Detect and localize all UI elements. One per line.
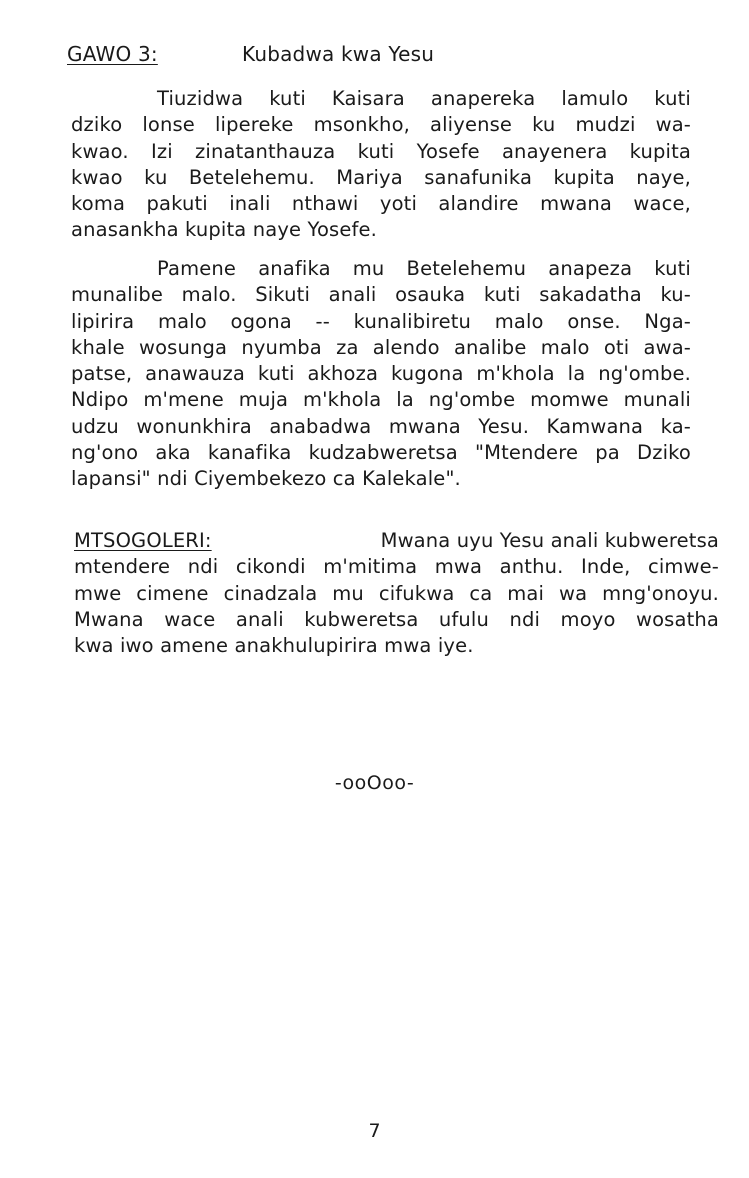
- section-title: Kubadwa kwa Yesu: [242, 42, 435, 66]
- paragraph-line: patse, anawauza kuti akhoza kugona m'khola la ng'ombe.: [71, 362, 691, 386]
- paragraph-line: Ndipo m'mene muja m'khola la ng'ombe momwe munali: [71, 388, 691, 412]
- paragraph-line: anasankha kupita naye Yosefe.: [71, 218, 378, 242]
- section-heading: [67, 42, 435, 66]
- leader-note: [74, 528, 719, 659]
- paragraph-line: lipirira malo ogona -- kunalibiretu malo onse. Nga-: [71, 309, 691, 333]
- leader-label: MTSOGOLERI:: [74, 529, 212, 552]
- section-number-label: GAWO 3:: [67, 42, 158, 66]
- leader-note-line: mtendere ndi cikondi m'mitima mwa anthu. Inde, cimwe-: [74, 555, 719, 579]
- page-number: 7: [368, 1120, 381, 1142]
- paragraph-line: koma pakuti inali nthawi yoti alandire mwana wace,: [71, 192, 691, 216]
- paragraph-line: Pamene anafika mu Betelehemu anapeza kuti: [157, 257, 691, 280]
- paragraph-line: kwao. Izi zinatanthauza kuti Yosefe anayenera kupita: [71, 139, 691, 163]
- paragraph-line: dziko lonse lipereke msonkho, aliyense ku mudzi wa-: [71, 113, 691, 137]
- paragraph-line: khale wosunga nyumba za alendo analibe malo oti awa-: [71, 335, 691, 359]
- leader-note-line: Mwana wace anali kubweretsa ufulu ndi moyo wosatha: [74, 607, 719, 631]
- leader-note-line: Mwana uyu Yesu anali kubweretsa: [380, 529, 719, 552]
- section-separator: -ooOoo-: [334, 772, 415, 794]
- paragraph-line: ng'ono aka kanafika kudzabweretsa "Mtendere pa Dziko: [71, 441, 691, 465]
- paragraph-bethlehem: [71, 256, 691, 493]
- paragraph-line: kwao ku Betelehemu. Mariya sanafunika kupita naye,: [71, 165, 691, 189]
- paragraph-line: Tiuzidwa kuti Kaisara anapereka lamulo kuti: [157, 87, 691, 110]
- paragraph-census: [71, 86, 691, 244]
- paragraph-line: udzu wonunkhira anabadwa mwana Yesu. Kamwana ka-: [71, 414, 691, 438]
- paragraph-line: munalibe malo. Sikuti anali osauka kuti sakadatha ku-: [71, 283, 691, 307]
- paragraph-line: lapansi" ndi Ciyembekezo ca Kalekale".: [71, 467, 461, 491]
- leader-note-line: mwe cimene cinadzala mu cifukwa ca mai wa mng'onoyu.: [74, 581, 719, 605]
- leader-note-line: kwa iwo amene anakhulupirira mwa iye.: [74, 634, 474, 658]
- leader-note-first-line: [74, 528, 719, 554]
